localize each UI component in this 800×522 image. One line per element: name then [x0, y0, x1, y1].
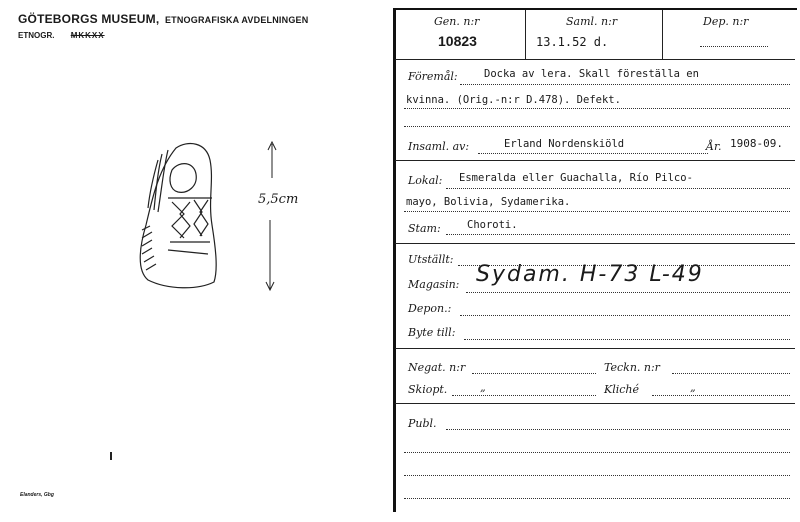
- publ-dots1: [446, 429, 790, 430]
- storage-line: [395, 348, 795, 349]
- insaml-label: Insaml. av:: [408, 140, 470, 153]
- depon-label: Depon.:: [408, 302, 452, 315]
- foremal-dots3: [404, 126, 790, 127]
- insaml-dots: [478, 153, 708, 154]
- kliche-dots: [652, 395, 790, 396]
- depon-dots: [460, 315, 790, 316]
- byte-label: Byte till:: [408, 326, 456, 339]
- insaml-value: Erland Nordenskiöld: [504, 138, 625, 150]
- photo-line: [395, 403, 795, 404]
- negat-dots: [472, 373, 596, 374]
- foremal-line2: kvinna. (Orig.-n:r D.478). Defekt.: [406, 94, 621, 106]
- stam-value: Choroti.: [467, 219, 518, 231]
- magasin-dots: [466, 292, 790, 293]
- stam-label: Stam:: [408, 222, 441, 235]
- lokal-line: [395, 243, 795, 244]
- dep-label: Dep. n:r: [703, 15, 749, 28]
- magasin-value: Sydam. H-73 L-49: [476, 262, 704, 287]
- gen-label: Gen. n:r: [434, 15, 480, 28]
- gen-value: 10823: [438, 33, 477, 49]
- skiopt-dots: [452, 395, 596, 396]
- teckn-dots: [672, 373, 790, 374]
- card-top-border: [393, 8, 797, 10]
- col-divider-1: [525, 10, 526, 60]
- ar-label: År.: [706, 140, 722, 153]
- byte-dots: [464, 339, 790, 340]
- magasin-label: Magasin:: [408, 278, 460, 291]
- etnogr-line: [18, 31, 105, 40]
- saml-value: 13.1.52 d.: [536, 35, 609, 49]
- kliche-label: Kliché: [604, 383, 640, 396]
- skiopt-label: Skiopt.: [408, 383, 448, 396]
- foremal-label: Föremål:: [408, 70, 458, 83]
- insaml-line: [395, 160, 795, 161]
- stam-dots: [446, 234, 790, 235]
- publ-label: Publ.: [408, 417, 437, 430]
- department-name: ETNOGRAFISKA AVDELNINGEN: [164, 15, 309, 25]
- dep-dots: [700, 46, 768, 47]
- kliche-ditto: „: [690, 381, 696, 394]
- lokal-dots1: [446, 188, 790, 189]
- ar-value: 1908-09.: [730, 137, 783, 150]
- etnogr-label: ETNOGR.: [18, 31, 55, 40]
- card-left-border: [393, 8, 396, 512]
- pencil-mark: [110, 452, 112, 460]
- size-label: 5,5cm: [258, 192, 299, 207]
- museum-name: GÖTEBORGS MUSEUM,: [18, 12, 160, 26]
- lokal-line1: Esmeralda eller Guachalla, Río Pilco-: [459, 172, 693, 184]
- foremal-line1: Docka av lera. Skall föreställa en: [484, 68, 699, 80]
- col-divider-2: [662, 10, 663, 60]
- foremal-dots1: [460, 84, 790, 85]
- struck-text: MKKXX: [70, 31, 105, 40]
- publ-dots3: [404, 475, 790, 476]
- doll-drawing: [128, 130, 328, 300]
- saml-label: Saml. n:r: [566, 15, 618, 28]
- top-row-line: [395, 59, 795, 60]
- lokal-line2: mayo, Bolivia, Sydamerika.: [406, 196, 571, 208]
- teckn-label: Teckn. n:r: [604, 361, 660, 374]
- printer-imprint: Elanders, Gbg: [20, 492, 54, 498]
- publ-dots2: [404, 452, 790, 453]
- skiopt-ditto: „: [480, 381, 486, 394]
- publ-dots4: [404, 498, 790, 499]
- museum-header: [18, 12, 308, 26]
- negat-label: Negat. n:r: [408, 361, 466, 374]
- utstallt-label: Utställt:: [408, 253, 454, 266]
- lokal-dots2: [404, 211, 790, 212]
- foremal-dots2: [404, 108, 790, 109]
- lokal-label: Lokal:: [408, 174, 443, 187]
